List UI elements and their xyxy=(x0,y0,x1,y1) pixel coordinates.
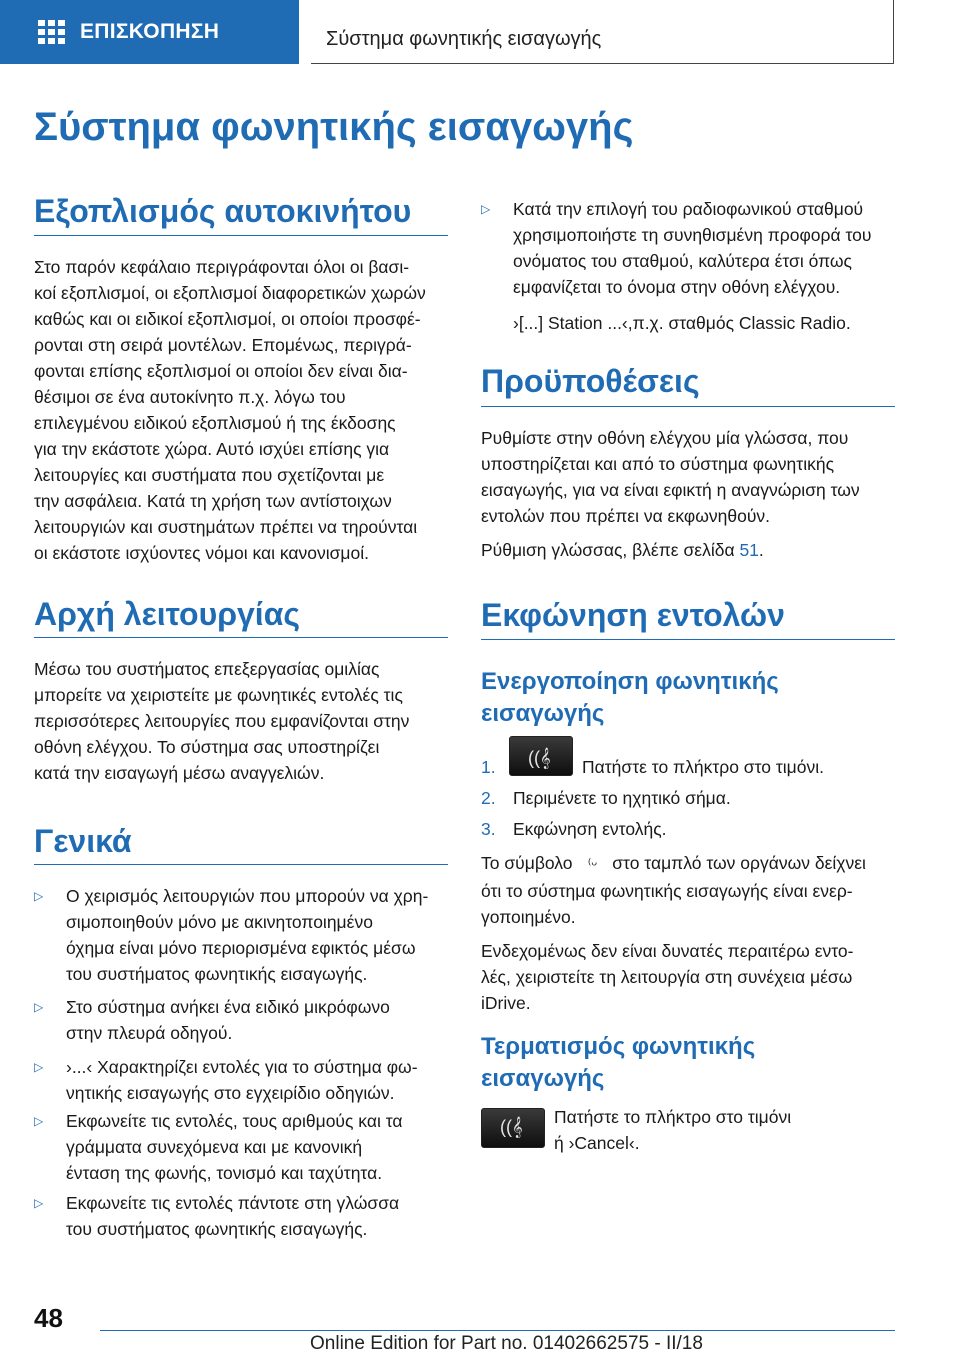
heading-prerequisites: Προϋποθέσεις xyxy=(481,363,700,399)
triangle-bullet-icon: ▷ xyxy=(34,1000,44,1014)
heading-rule xyxy=(34,235,448,236)
voice-button-icon: ((𝄞 xyxy=(509,736,573,776)
subheading-terminate: Τερματισμός φωνητικής εισαγωγής xyxy=(481,1033,756,1092)
page-link[interactable]: 51 xyxy=(739,540,759,560)
triangle-bullet-icon: ▷ xyxy=(34,1060,44,1074)
section-tab[interactable] xyxy=(0,0,299,64)
page-number: 48 xyxy=(34,1303,63,1333)
voice-symbol-icon: ⁽ᵕ xyxy=(587,856,598,873)
footer-rule xyxy=(100,1330,895,1331)
chapter-header xyxy=(311,0,894,64)
triangle-bullet-icon: ▷ xyxy=(481,202,491,216)
heading-rule xyxy=(481,639,895,640)
paragraph-terminate: Πατήστε το πλήκτρο στο τιμόνι ή ›Cancel‹. xyxy=(554,1107,792,1153)
heading-equipment: Εξοπλισμός αυτοκινήτου xyxy=(34,193,412,229)
triangle-bullet-icon: ▷ xyxy=(34,1196,44,1210)
chapter-title: Σύστημα φωνητικής εισαγωγής xyxy=(326,28,602,50)
paragraph-prerequisites: Ρυθμίστε στην οθόνη ελέγχου μία γλώσσα, που υποστηρίζεται και από το σύστημα φωνητικής εισαγωγής, για να είναι εφικτή η αναγνώριση των εντολών που πρέπει να εκφωνηθούν. Ρύθμιση γλώσσας, βλέπε σελίδα 51. xyxy=(481,425,895,563)
paragraph-equipment: Στο παρόν κεφάλαιο περιγράφονται όλοι οι βασι‐ κοί εξοπλισμοί, οι εξοπλισμοί διαφορετικών χωρών καθώς και οι ειδικοί εξοπλισμοί, οι οποίοι προσφέ‐ ρονται στη σειρά μοντέλων. Επομένως, περιγρά‐ φονται επίσης εξοπλισμοί οι οποίοι δεν είναι δια‐ θέσιμοι σε ένα αυτοκίνητο π.χ. λόγω του επιλεγμένου ειδικού εξοπλισμού ή της έκδοσης για την εκάστοτε χώρα. Αυτό ισχύει επίσης για λειτουργίες και συστήματα που σχετίζονται με την ασφάλεια. Κατά τη χρήση των αντίστοιχων λειτουργιών και συστημάτων πρέπει να τηρούνται οι εκάστοτε ισχύοντες νόμοι και κανονισμοί. xyxy=(34,257,426,563)
example-text: ›[...] Station ...‹,π.χ. σταθμός Classic Radio. xyxy=(513,313,851,333)
heading-rule xyxy=(34,637,448,638)
heading-principle: Αρχή λειτουργίας xyxy=(34,596,300,632)
voice-button-icon: ((𝄞 xyxy=(481,1108,545,1148)
heading-rule xyxy=(34,864,448,865)
paragraph-principle: Μέσω του συστήματος επεξεργασίας ομιλίας μπορείτε να χειριστείτε με φωνητικές εντολές τις περισσότερες λειτουργίες που εμφανίζονται στην οθόνη ελέγχου. Το σύστημα σας υποστηρίζει κατά την εισαγωγή μέσω αναγγελιών. xyxy=(34,659,410,783)
subheading-activate: Ενεργοποίηση φωνητικής εισαγωγής xyxy=(481,668,779,727)
footer-edition: Online Edition for Part no. 01402662575 - II/18 xyxy=(310,1333,703,1354)
heading-rule xyxy=(481,406,895,407)
grid-icon xyxy=(38,20,66,44)
page-reference: Ρύθμιση γλώσσας, βλέπε σελίδα 51. xyxy=(481,540,764,560)
heading-general: Γενικά xyxy=(34,823,132,859)
triangle-bullet-icon: ▷ xyxy=(34,889,44,903)
section-tab-label: ΕΠΙΣΚΟΠΗΣΗ xyxy=(80,20,220,43)
triangle-bullet-icon: ▷ xyxy=(34,1114,44,1128)
paragraph-symbol: Το σύμβολο ⁽ᵕ στο ταμπλό των οργάνων δείχνει ότι το σύστημα φωνητικής εισαγωγής είναι ενερ‐ γοποιημένο. Ενδεχομένως δεν είναι δυνατές περαιτέρω εντο‐ λές, χειριστείτε τη λειτουργία στη συνέχεια μέσω iDrive. xyxy=(481,853,866,1013)
heading-commands: Εκφώνηση εντολών xyxy=(481,597,785,633)
page-title: Σύστημα φωνητικής εισαγωγής xyxy=(34,105,634,149)
